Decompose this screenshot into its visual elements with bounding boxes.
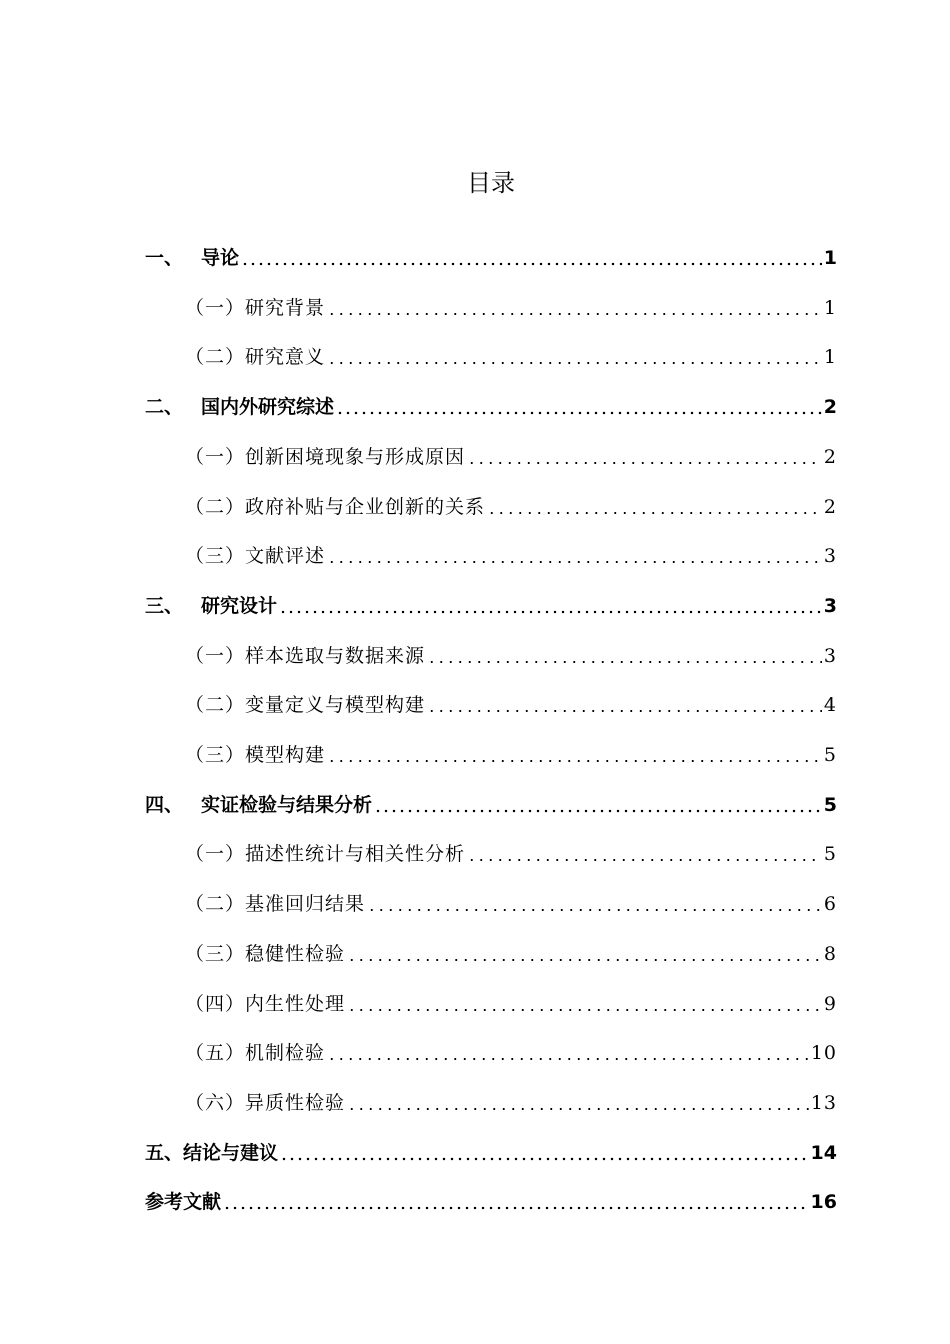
toc-section-entry[interactable]: [185, 541, 837, 571]
toc-entry-number: 三、: [145, 595, 184, 617]
toc-page-number: 5: [823, 744, 837, 766]
toc-entry-title: 导论: [201, 247, 240, 269]
toc-entry-title: （一）样本选取与数据来源: [185, 645, 426, 667]
page-title: 目录: [467, 169, 515, 197]
toc-entry-title: （一）描述性统计与相关性分析: [185, 843, 466, 865]
toc-entry-title: 五、结论与建议: [145, 1142, 279, 1164]
toc-entry-title: （一）创新困境现象与形成原因: [185, 446, 466, 468]
toc-dot-leader: [347, 942, 822, 962]
toc-section-entry[interactable]: [185, 740, 837, 770]
toc-page-number: 4: [823, 694, 837, 716]
toc-page-number: 3: [823, 545, 837, 567]
toc-page-number: 5: [823, 794, 837, 816]
toc-dot-leader: [327, 544, 822, 564]
toc-dot-leader: [327, 296, 822, 316]
toc-chapter-entry[interactable]: [145, 591, 837, 621]
toc-entry-title: （三）稳健性检验: [185, 943, 346, 965]
toc-page-number: 2: [823, 496, 837, 518]
toc-section-entry[interactable]: [185, 492, 837, 522]
toc-dot-leader: [241, 246, 822, 266]
toc-dot-leader: [280, 1141, 809, 1161]
toc-page-number: 10: [810, 1042, 837, 1064]
toc-chapter-entry[interactable]: [145, 1187, 837, 1217]
toc-page-number: 8: [823, 943, 837, 965]
toc-page-number: 13: [810, 1092, 837, 1114]
toc-section-entry[interactable]: [185, 839, 837, 869]
toc-dot-leader: [336, 395, 822, 415]
toc-entry-title: 研究设计: [201, 595, 278, 617]
toc-entry-number: 二、: [145, 396, 184, 418]
toc-entry-title: （二）变量定义与模型构建: [185, 694, 426, 716]
toc-section-entry[interactable]: [185, 690, 837, 720]
toc-dot-leader: [279, 594, 822, 614]
toc-entry-title: 国内外研究综述: [201, 396, 335, 418]
toc-entry-title: （六）异质性检验: [185, 1092, 346, 1114]
toc-section-entry[interactable]: [185, 989, 837, 1019]
toc-page-number: 1: [823, 297, 837, 319]
toc-page-number: 14: [810, 1142, 837, 1164]
toc-entry-title: （三）模型构建: [185, 744, 326, 766]
toc-dot-leader: [223, 1190, 809, 1210]
toc-dot-leader: [467, 842, 822, 862]
toc-chapter-entry[interactable]: [145, 243, 837, 273]
toc-entry-title: （二）研究意义: [185, 346, 326, 368]
toc-dot-leader: [367, 892, 822, 912]
toc-dot-leader: [427, 693, 822, 713]
toc-page-number: 16: [810, 1191, 837, 1213]
toc-page-number: 1: [823, 346, 837, 368]
toc-page-number: 6: [823, 893, 837, 915]
toc-entry-title: （二）政府补贴与企业创新的关系: [185, 496, 486, 518]
toc-dot-leader: [467, 445, 822, 465]
toc-section-entry[interactable]: [185, 1088, 837, 1118]
toc-page-number: 9: [823, 993, 837, 1015]
toc-entry-title: 参考文献: [145, 1191, 222, 1213]
toc-chapter-entry[interactable]: [145, 392, 837, 422]
toc-entry-number: 一、: [145, 247, 184, 269]
toc-page-number: 2: [823, 446, 837, 468]
toc-entry-title: （四）内生性处理: [185, 993, 346, 1015]
toc-page-number: 5: [823, 843, 837, 865]
toc-dot-leader: [327, 345, 822, 365]
toc-section-entry[interactable]: [185, 641, 837, 671]
toc-entry-title: （五）机制检验: [185, 1042, 326, 1064]
toc-section-entry[interactable]: [185, 342, 837, 372]
toc-entry-title: （三）文献评述: [185, 545, 326, 567]
toc-chapter-entry[interactable]: [145, 1138, 837, 1168]
toc-page-number: 3: [823, 595, 837, 617]
toc-entry-title: （二）基准回归结果: [185, 893, 366, 915]
toc-entry-title: （一）研究背景: [185, 297, 326, 319]
toc-entry-number: 四、: [145, 794, 184, 816]
toc-section-entry[interactable]: [185, 939, 837, 969]
toc-dot-leader: [347, 1091, 809, 1111]
toc-dot-leader: [327, 743, 822, 763]
toc-dot-leader: [327, 1041, 809, 1061]
toc-section-entry[interactable]: [185, 442, 837, 472]
toc-section-entry[interactable]: [185, 293, 837, 323]
toc-page-number: 3: [823, 645, 837, 667]
toc-section-entry[interactable]: [185, 889, 837, 919]
toc-entry-title: 实证检验与结果分析: [201, 794, 373, 816]
toc-page-number: 1: [823, 247, 837, 269]
toc-dot-leader: [427, 644, 822, 664]
toc-dot-leader: [487, 495, 822, 515]
toc-dot-leader: [347, 992, 822, 1012]
toc-section-entry[interactable]: [185, 1038, 837, 1068]
toc-dot-leader: [374, 793, 822, 813]
toc-page-number: 2: [823, 396, 837, 418]
toc-chapter-entry[interactable]: [145, 790, 837, 820]
